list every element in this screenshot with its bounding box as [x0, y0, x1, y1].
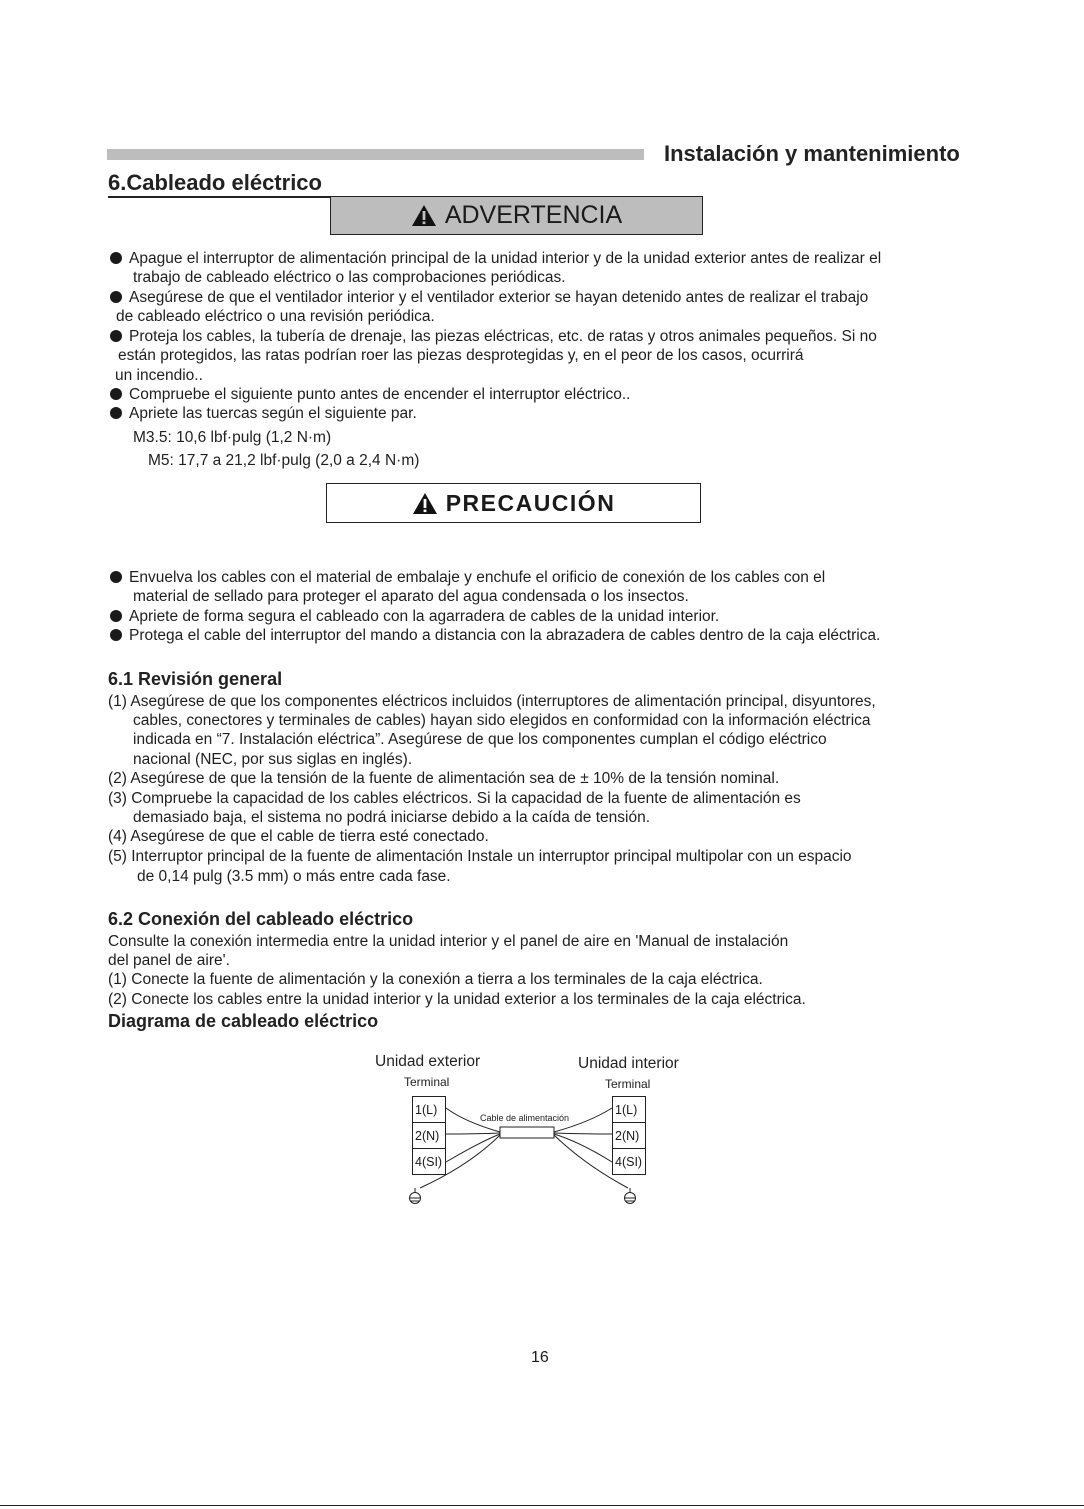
list-item: Apague el interruptor de alimentación principal de la unidad interior y de la unidad exterior antes de realizar el: [110, 249, 881, 269]
bullet-icon: [110, 330, 122, 342]
indoor-terminal-label: Terminal: [605, 1077, 651, 1091]
bullet-icon: [110, 291, 122, 303]
bullet-icon: [110, 252, 122, 264]
numbered-item-continuation: nacional (NEC, por sus siglas en inglés).: [133, 751, 413, 768]
indoor-unit-label: Unidad interior: [578, 1055, 679, 1072]
caution-label: PRECAUCIÓN: [445, 489, 616, 516]
subsection-title: 6.2 Conexión del cableado eléctrico: [108, 909, 414, 929]
terminal-cell: 1(L): [412, 1096, 446, 1123]
outdoor-terminal-block: [412, 1097, 446, 1175]
outdoor-unit-label: Unidad exterior: [375, 1053, 481, 1070]
subsection-title: 6.1 Revisión general: [108, 669, 283, 689]
page-number: 16: [531, 1349, 549, 1366]
bullet-icon: [110, 388, 122, 400]
numbered-item: (2) Asegúrese de que la tensión de la fuente de alimentación sea de ± 10% de la tensión nominal.: [108, 770, 780, 787]
bullet-icon: [110, 571, 122, 583]
bullet-icon: [110, 629, 122, 641]
numbered-item: (5) Interruptor principal de la fuente de alimentación Instale un interruptor principal multipolar con un espacio: [108, 848, 852, 865]
caution-icon: [412, 492, 438, 515]
numbered-item-continuation: cables, conectores y terminales de cables) hayan sido elegidos en conformidad con la información eléctrica: [133, 712, 871, 729]
terminal-cell: 2(N): [412, 1122, 446, 1149]
paragraph-line: del panel de aire'.: [108, 952, 230, 969]
warning-icon: [411, 204, 437, 227]
numbered-item-continuation: de 0,14 pulg (3.5 mm) o más entre cada fase.: [137, 868, 451, 885]
numbered-item-continuation: indicada en “7. Instalación eléctrica”. Asegúrese de que los componentes cumplan el código eléctrico: [133, 731, 827, 748]
list-item-continuation: material de sellado para proteger el aparato del agua condensada o los insectos.: [133, 588, 689, 605]
torque-spec: M5: 17,7 a 21,2 lbf·pulg (2,0 a 2,4 N·m): [148, 452, 420, 469]
list-item-continuation: trabajo de cableado eléctrico o las comprobaciones periódicas.: [133, 269, 566, 286]
list-item-continuation: están protegidos, las ratas podrían roer las piezas desprotegidas y, en el peor de los casos, ocurrirá: [118, 347, 804, 364]
list-item: Compruebe el siguiente punto antes de encender el interruptor eléctrico..: [110, 385, 630, 405]
list-item: Apriete de forma segura el cableado con la agarradera de cables de la unidad interior.: [110, 607, 719, 627]
ground-icon: [410, 1188, 421, 1204]
diagram-title: Diagrama de cableado eléctrico: [108, 1011, 379, 1031]
numbered-item: (4) Asegúrese de que el cable de tierra esté conectado.: [108, 828, 489, 845]
list-item: Proteja los cables, la tubería de drenaje, las piezas eléctricas, etc. de ratas y otros animales pequeños. Si no: [110, 327, 877, 347]
bullet-icon: [110, 407, 122, 419]
warning-box: [330, 196, 703, 235]
terminal-cell: 1(L): [612, 1096, 646, 1123]
power-cable-label: Cable de alimentación: [480, 1113, 570, 1123]
terminal-cell: 4(SI): [412, 1148, 446, 1175]
paragraph-line: Consulte la conexión intermedia entre la unidad interior y el panel de aire en 'Manual de instalación: [108, 933, 789, 950]
header-title: Instalación y mantenimiento: [664, 141, 960, 166]
numbered-item-continuation: demasiado baja, el sistema no podrá iniciarse debido a la caída de tensión.: [133, 809, 650, 826]
bullet-icon: [110, 610, 122, 622]
terminal-cell: 2(N): [612, 1122, 646, 1149]
numbered-item: (1) Asegúrese de que los componentes eléctricos incluidos (interruptores de alimentación principal, disyuntores,: [108, 693, 876, 710]
section-title: 6.Cableado eléctrico: [108, 170, 322, 195]
list-item: Protega el cable del interruptor del mando a distancia con la abrazadera de cables dentro de la caja eléctrica.: [110, 626, 880, 646]
warning-label: ADVERTENCIA: [444, 201, 623, 229]
list-item-continuation: de cableado eléctrico o una revisión periódica.: [116, 308, 435, 325]
terminal-cell: 4(SI): [612, 1148, 646, 1175]
list-item-continuation: un incendio..: [115, 367, 203, 384]
list-item: Envuelva los cables con el material de embalaje y enchufe el orificio de conexión de los cables con el: [110, 568, 825, 588]
wiring-diagram: [340, 1050, 710, 1210]
list-item: Asegúrese de que el ventilador interior y el ventilador exterior se hayan detenido antes de realizar el trabajo: [110, 288, 868, 308]
section-underline: [108, 196, 335, 198]
list-item: Apriete las tuercas según el siguiente par.: [110, 404, 417, 424]
header-bar: [107, 149, 644, 160]
indoor-terminal-block: [612, 1097, 646, 1175]
wiring-lines: [340, 1050, 710, 1210]
caution-box: [326, 483, 701, 523]
bottom-rule: [0, 1505, 1084, 1506]
numbered-item: (1) Conecte la fuente de alimentación y la conexión a tierra a los terminales de la caja eléctrica.: [108, 971, 763, 988]
ground-icon: [625, 1188, 636, 1204]
torque-spec: M3.5: 10,6 lbf·pulg (1,2 N·m): [133, 429, 332, 446]
numbered-item: (3) Compruebe la capacidad de los cables eléctricos. Si la capacidad de la fuente de alimentación es: [108, 790, 801, 807]
numbered-item: (2) Conecte los cables entre la unidad interior y la unidad exterior a los terminales de la caja eléctrica.: [108, 991, 806, 1008]
outdoor-terminal-label: Terminal: [404, 1075, 450, 1089]
